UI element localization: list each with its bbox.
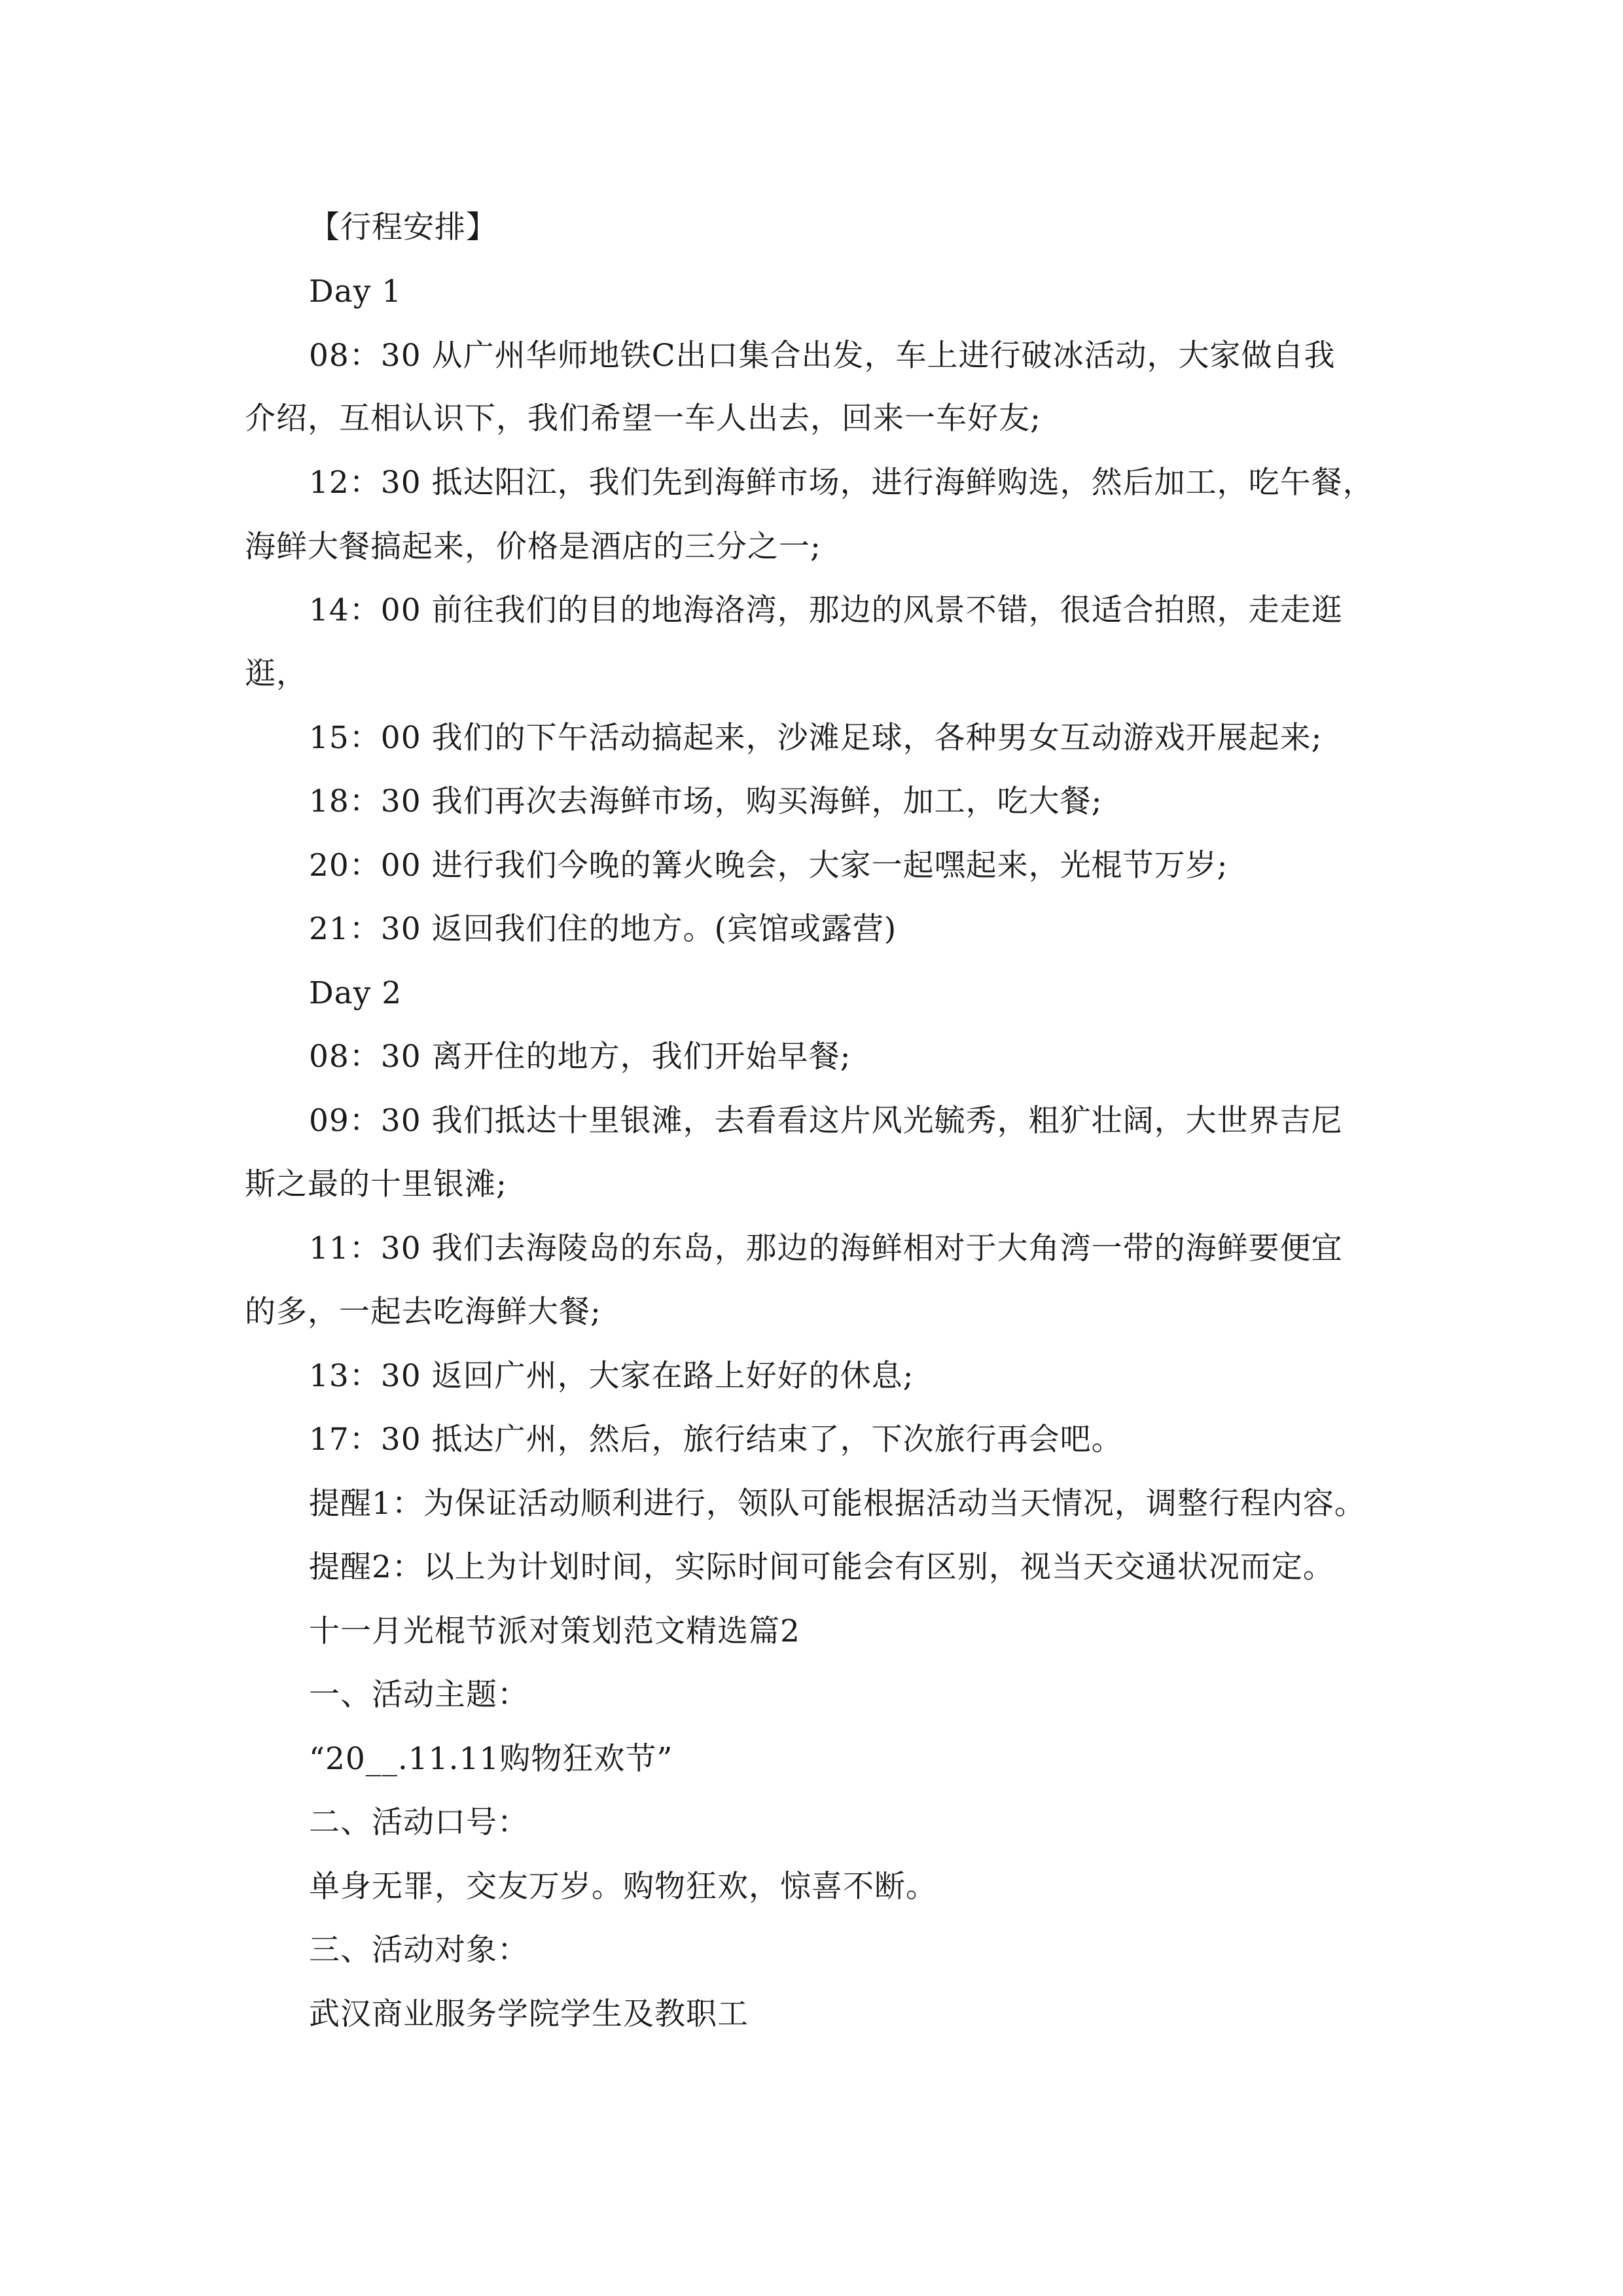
schedule-text: 进行我们今晚的篝火晚会，大家一起嘿起来，光棍节万岁; [431,848,1228,884]
schedule-item [309,463,1374,503]
schedule-item [309,336,1336,376]
schedule-text-continued: 介绍，互相认识下，我们希望一车人出去，回来一车好友; [245,401,1041,437]
schedule-text: 返回我们住的地方。(宾馆或露营) [431,911,897,947]
schedule-text: 抵达广州，然后，旅行结束了，下次旅行再会吧。 [431,1422,1123,1458]
schedule-text-continued: 逛， [245,656,308,692]
schedule-text-continued: 斯之最的十里银滩; [245,1166,507,1202]
schedule-text: 我们去海陵岛的东岛，那边的海鲜相对于大角湾一带的海鲜要便宜 [431,1230,1343,1266]
schedule-item [309,1229,1343,1268]
schedule-text: 我们再次去海鲜市场，购买海鲜，加工，吃大餐; [431,783,1103,819]
schedule-item [309,591,1343,630]
reminder-1: 提醒1：为保证活动顺利进行，领队可能根据活动当天情况，调整行程内容。 [309,1486,1366,1522]
schedule-time: 08：30 [309,1039,421,1075]
schedule-item [309,1037,851,1077]
schedule-time: 11：30 [309,1230,421,1266]
schedule-item [309,1102,1343,1141]
schedule-time: 12：30 [309,465,421,501]
schedule-text-continued: 海鲜大餐搞起来，价格是酒店的三分之一; [245,529,821,565]
schedule-time: 15：00 [309,720,421,756]
schedule-item [309,1420,1123,1460]
schedule-time: 20：00 [309,848,421,884]
schedule-time: 08：30 [309,338,421,374]
schedule-time: 13：30 [309,1358,421,1394]
schedule-text-continued: 的多，一起去吃海鲜大餐; [245,1294,601,1330]
itinerary-heading: 【行程安排】 [309,209,497,245]
slogan-label: 二、活动口号： [309,1804,529,1840]
target-label: 三、活动对象： [309,1932,529,1968]
schedule-text: 前往我们的目的地海洛湾，那边的风景不错，很适合拍照，走走逛 [431,592,1343,628]
schedule-text: 我们的下午活动搞起来，沙滩足球，各种男女互动游戏开展起来; [431,720,1323,756]
day2-label: Day 2 [309,975,402,1011]
schedule-item [309,846,1228,886]
schedule-time: 18：30 [309,783,421,819]
schedule-item [309,1357,914,1396]
schedule-item [309,910,897,949]
schedule-text: 抵达阳江，我们先到海鲜市场，进行海鲜购选，然后加工，吃午餐， [431,465,1374,501]
schedule-time: 09：30 [309,1103,421,1139]
schedule-item [309,782,1102,821]
schedule-time: 17：30 [309,1422,421,1458]
schedule-text: 返回广州，大家在路上好好的休息; [431,1358,914,1394]
schedule-item [309,719,1322,758]
day1-label: Day 1 [309,274,402,310]
reminder-2: 提醒2：以上为计划时间，实际时间可能会有区别，视当天交通状况而定。 [309,1549,1334,1585]
theme-label: 一、活动主题： [309,1677,529,1713]
slogan-value: 单身无罪，交友万岁。购物狂欢，惊喜不断。 [309,1869,937,1905]
theme-value: “20__.11.11购物狂欢节” [309,1741,673,1777]
section-title: 十一月光棍节派对策划范文精选篇2 [309,1613,800,1649]
schedule-text: 从广州华师地铁C出口集合出发，车上进行破冰活动，大家做自我 [431,338,1336,374]
schedule-time: 14：00 [309,592,421,628]
schedule-text: 我们抵达十里银滩，去看看这片风光毓秀，粗犷壮阔，大世界吉尼 [431,1103,1343,1139]
schedule-text: 离开住的地方，我们开始早餐; [431,1039,851,1075]
schedule-time: 21：30 [309,911,421,947]
target-value: 武汉商业服务学院学生及教职工 [309,1996,749,2032]
